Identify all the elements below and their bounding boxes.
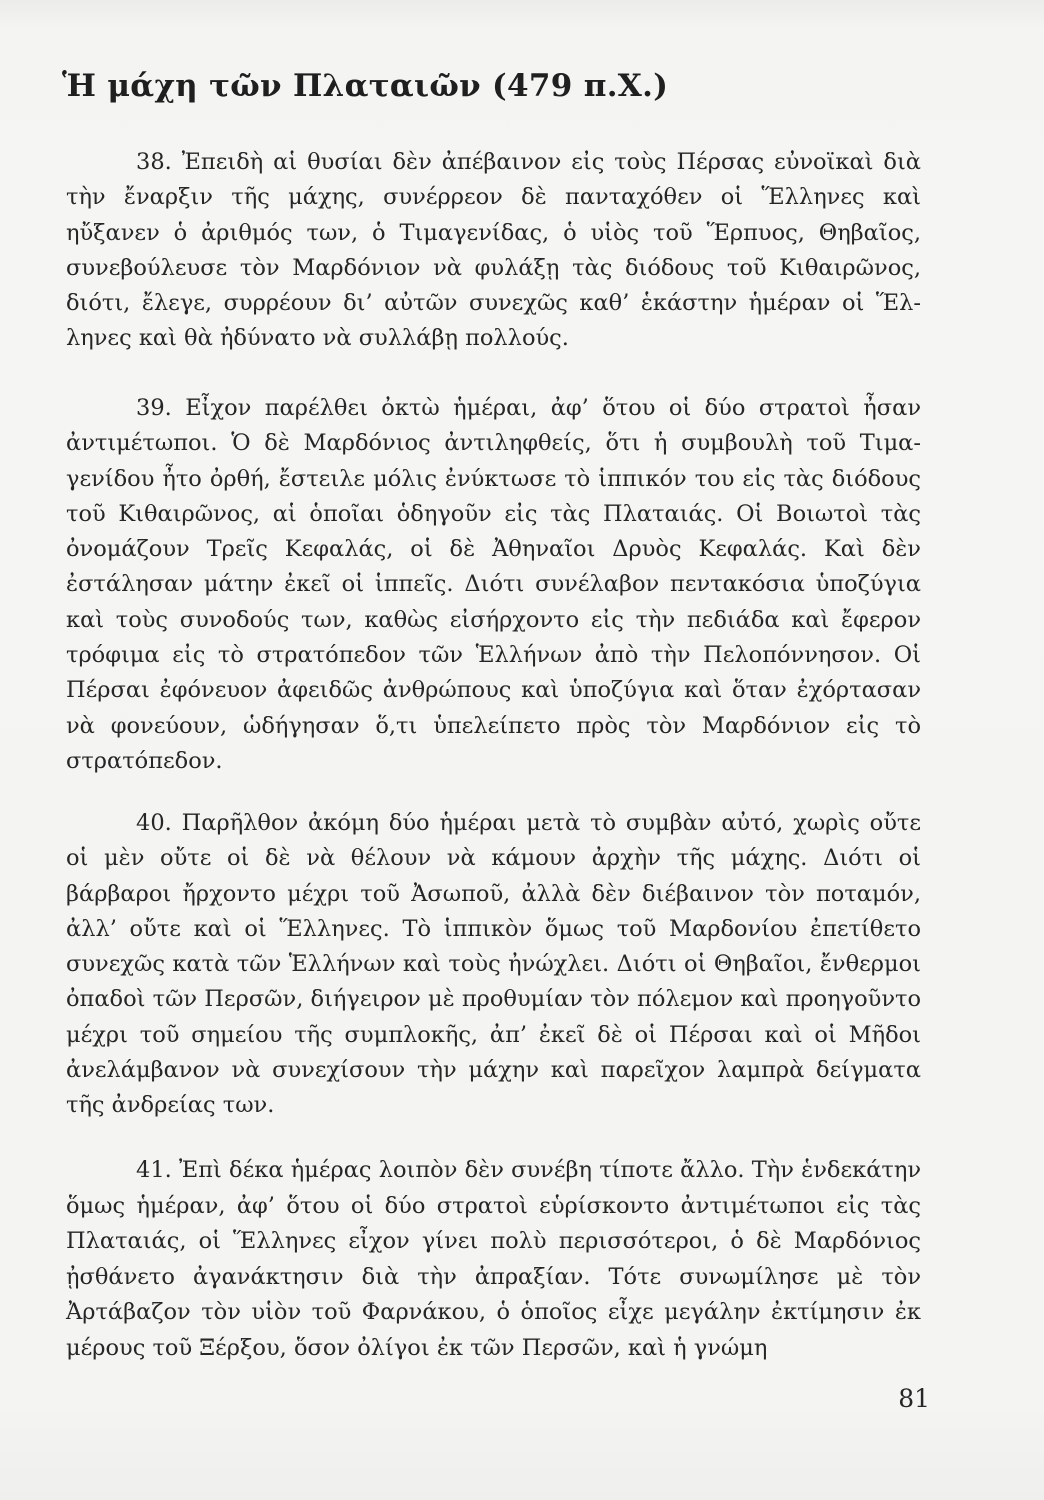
paragraph-41	[66, 1153, 921, 1367]
paragraph-number: 41.	[136, 1157, 172, 1183]
paragraph-41-text	[66, 1153, 921, 1367]
paragraph-38-text	[66, 145, 921, 357]
page-number: 81	[898, 1384, 930, 1413]
paragraph-number: 39.	[136, 395, 172, 421]
chapter-title: Ἡ μάχη τῶν Πλαταιῶν (479 π.Χ.)	[62, 68, 669, 104]
paragraph-number: 40.	[136, 810, 172, 836]
paragraph-body: Ἐπὶ δέκα ἡμέρας λοιπὸν δὲν συνέβη τίποτε ἄλλο. Τὴν ἑνδεκάτην ὅμως ἡμέραν, ἀφ’ ὅτου οἱ δύο στρατοὶ εὑρίσκοντο ἀντιμέτωποι εἰς τὰς Πλαταιάς, οἱ Ἕλληνες εἶχον γίνει πολὺ περισσότεροι, ὁ δὲ Μαρδόνιος ᾐσθάνετο ἀγανάκτησιν διὰ τὴν ἀπραξίαν. Τότε συνωμίλησε μὲ τὸν Ἀρτάβαζον τὸν υἱὸν τοῦ Φαρνάκου, ὁ ὁποῖος εἶχε μεγάλην ἐκτίμησιν ἐκ μέρους τοῦ Ξέρξου, ὅσον ὀλίγοι ἐκ τῶν Περσῶν, καὶ ἡ γνώμη	[66, 1157, 921, 1361]
paragraph-38	[66, 145, 921, 357]
paragraph-39-text	[66, 391, 921, 779]
paragraph-body: Παρῆλθον ἀκόμη δύο ἡμέραι μετὰ τὸ συμβὰν αὐτό, χωρὶς οὔτε οἱ μὲν οὔτε οἱ δὲ νὰ θέλουν νὰ κάμουν ἀρχὴν τῆς μάχης. Διότι οἱ βάρβαροι ἤρχοντο μέχρι τοῦ Ἀσωποῦ, ἀλλὰ δὲν διέβαινον τὸν ποταμόν, ἀλλ’ οὔτε καὶ οἱ Ἕλληνες. Τὸ ἱππικὸν ὅμως τοῦ Μαρδονίου ἐπετίθετο συνεχῶς κατὰ τῶν Ἑλλήνων καὶ τοὺς ἠνώχλει. Διότι οἱ Θηβαῖοι, ἔνθερμοι ὀπαδοὶ τῶν Περσῶν, διήγειρον μὲ προθυμίαν τὸν πόλεμον καὶ προηγοῦντο μέχρι τοῦ σημείου τῆς συμπλοκῆς, ἀπ’ ἐκεῖ δὲ οἱ Πέρσαι καὶ οἱ Μῆδοι ἀνελάμβανον νὰ συνεχίσουν τὴν μάχην καὶ παρεῖχον λαμπρὰ δείγματα τῆς ἀνδρείας των.	[66, 810, 921, 1119]
paragraph-40	[66, 806, 921, 1124]
paragraph-body: Εἶχον παρέλθει ὀκτὼ ἡμέραι, ἀφ’ ὅτου οἱ δύο στρατοὶ ἦσαν ἀντιμέτωποι. Ὁ δὲ Μαρδόνιος ἀντιληφθείς, ὅτι ἡ συμβουλὴ τοῦ Τιμαγενίδου ἦτο ὀρθή, ἔστειλε μόλις ἐνύκτωσε τὸ ἱππικόν του εἰς τὰς διόδους τοῦ Κιθαιρῶνος, αἱ ὁποῖαι ὁδηγοῦν εἰς τὰς Πλαταιάς. Οἱ Βοιωτοὶ τὰς ὀνομάζουν Τρεῖς Κεφαλάς, οἱ δὲ Ἀθηναῖοι Δρυὸς Κεφαλάς. Καὶ δὲν ἐστάλησαν μάτην ἐκεῖ οἱ ἱππεῖς. Διότι συνέλαβον πεντακόσια ὑποζύγια καὶ τοὺς συνοδούς των, καθὼς εἰσήρχοντο εἰς τὴν πεδιάδα καὶ ἔφερον τρόφιμα εἰς τὸ στρατόπεδον τῶν Ἑλλήνων ἀπὸ τὴν Πελοπόννησον. Οἱ Πέρσαι ἐφόνευον ἀφειδῶς ἀνθρώπους καὶ ὑποζύγια καὶ ὅταν ἐχόρτασαν νὰ φονεύουν, ὡδήγησαν ὅ,τι ὑπελείπετο πρὸς τὸν Μαρδόνιον εἰς τὸ στρατόπεδον.	[66, 395, 921, 774]
paragraph-number: 38.	[136, 149, 172, 175]
paragraph-39	[66, 391, 921, 779]
paragraph-body: Ἐπειδὴ αἱ θυσίαι δὲν ἀπέβαινον εἰς τοὺς Πέρσας εὐνοϊκαὶ διὰ τὴν ἔναρξιν τῆς μάχης, συνέρρεον δὲ πανταχόθεν οἱ Ἕλληνες καὶ ηὔξανεν ὁ ἀριθμός των, ὁ Τιμαγενίδας, ὁ υἱὸς τοῦ Ἕρπυος, Θηβαῖος, συνεβούλευσε τὸν Μαρδόνιον νὰ φυλάξῃ τὰς διόδους τοῦ Κιθαιρῶνος, διότι, ἔλεγε, συρρέουν δι’ αὐτῶν συνεχῶς καθ’ ἑκάστην ἡμέραν οἱ Ἕλληνες καὶ θὰ ἠδύνατο νὰ συλλάβῃ πολλούς.	[66, 149, 921, 352]
paragraph-40-text	[66, 806, 921, 1124]
